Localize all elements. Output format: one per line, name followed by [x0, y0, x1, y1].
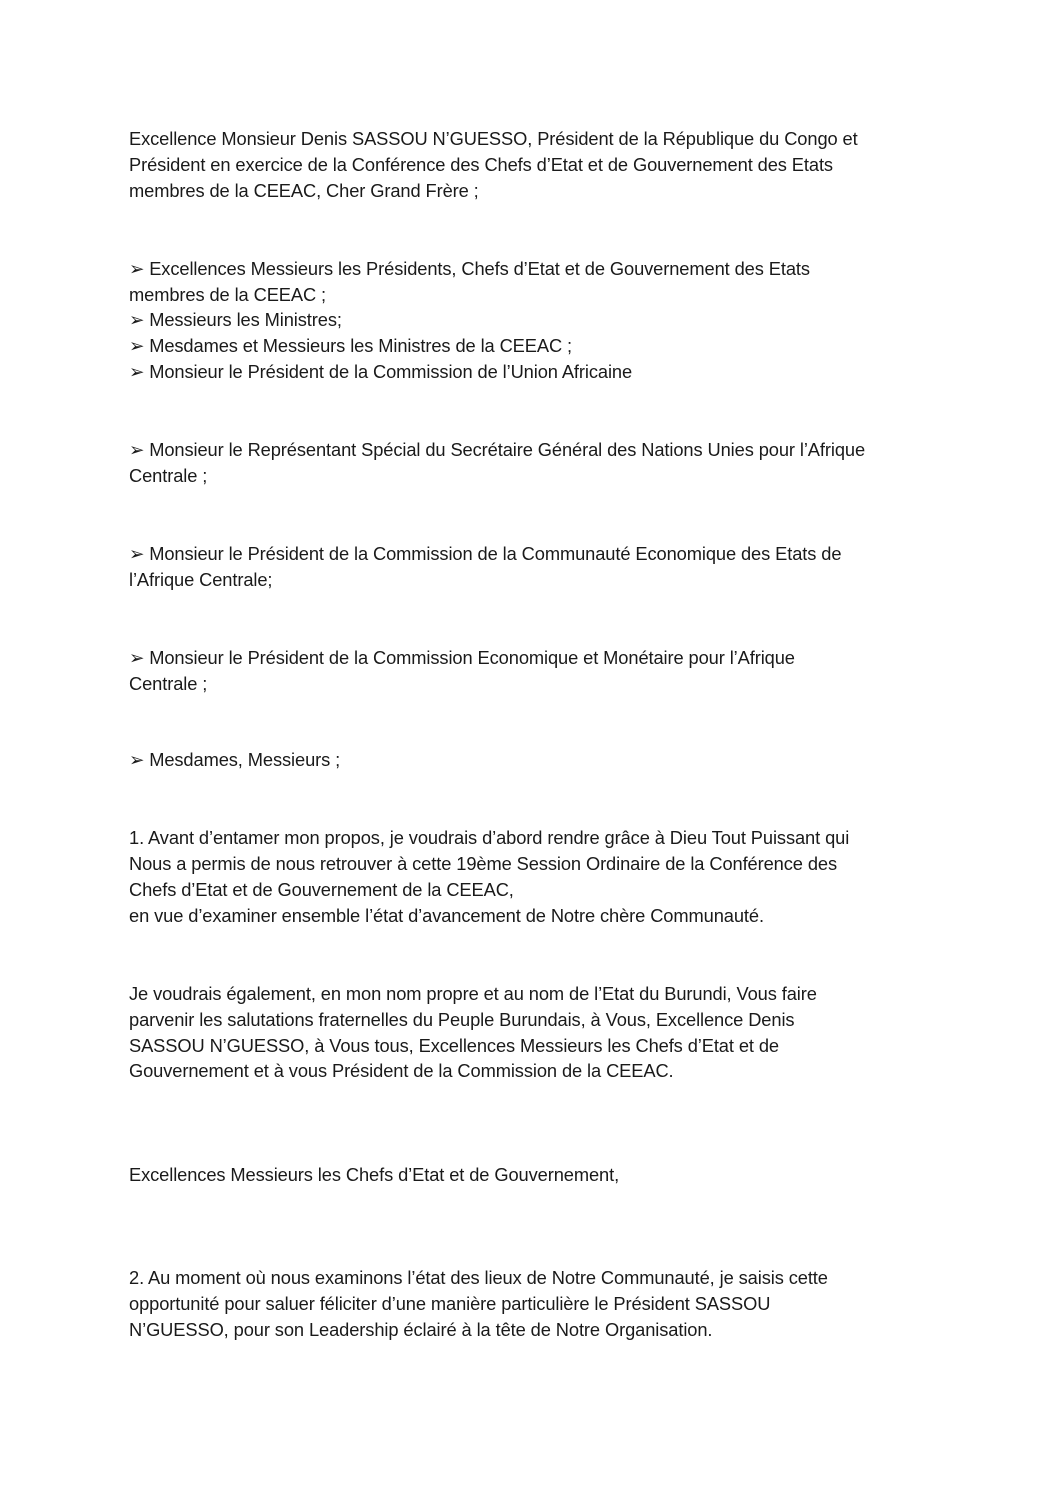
- greeting-line: ➢ Excellences Messieurs les Présidents, Chefs d’Etat et de Gouvernement des Etats: [129, 258, 810, 279]
- greeting-line: ➢ Monsieur le Président de la Commission de l’Union Africaine: [129, 361, 633, 382]
- paragraph-line: Gouvernement et à vous Président de la Commission de la CEEAC.: [129, 1060, 674, 1081]
- greeting-line: l’Afrique Centrale;: [129, 569, 273, 590]
- greeting-line: ➢ Monsieur le Président de la Commission de la Communauté Economique des Etats de: [129, 543, 842, 564]
- greeting-line: ➢ Monsieur le Président de la Commission Economique et Monétaire pour l’Afrique: [129, 647, 795, 668]
- address-line: Excellences Messieurs les Chefs d’Etat et de Gouvernement,: [129, 1164, 620, 1185]
- greeting-line: ➢ Monsieur le Représentant Spécial du Secrétaire Général des Nations Unies pour l’Afrique: [129, 439, 866, 460]
- salutation-line: membres de la CEEAC, Cher Grand Frère ;: [129, 180, 479, 201]
- paragraph-line: 1. Avant d’entamer mon propos, je voudrais d’abord rendre grâce à Dieu Tout Puissant qui: [129, 827, 850, 848]
- greeting-line: ➢ Messieurs les Ministres;: [129, 309, 342, 330]
- greeting-line: Centrale ;: [129, 673, 208, 694]
- paragraph-line: 2. Au moment où nous examinons l’état des lieux de Notre Communauté, je saisis cette: [129, 1267, 828, 1288]
- paragraph-line: Nous a permis de nous retrouver à cette 19ème Session Ordinaire de la Conférence des: [129, 853, 838, 874]
- salutation-line: Président en exercice de la Conférence des Chefs d’Etat et de Gouvernement des Etats: [129, 154, 833, 175]
- paragraph-line: parvenir les salutations fraternelles du Peuple Burundais, à Vous, Excellence Denis: [129, 1009, 795, 1030]
- greeting-line: ➢ Mesdames et Messieurs les Ministres de la CEEAC ;: [129, 335, 573, 356]
- greeting-line: membres de la CEEAC ;: [129, 284, 327, 305]
- greeting-line: Centrale ;: [129, 465, 208, 486]
- paragraph-line: opportunité pour saluer féliciter d’une manière particulière le Président SASSOU: [129, 1293, 771, 1314]
- paragraph-line: N’GUESSO, pour son Leadership éclairé à la tête de Notre Organisation.: [129, 1319, 713, 1340]
- greeting-line: ➢ Mesdames, Messieurs ;: [129, 749, 341, 770]
- salutation-line: Excellence Monsieur Denis SASSOU N’GUESSO, Président de la République du Congo et: [129, 128, 858, 149]
- paragraph-line: Je voudrais également, en mon nom propre et au nom de l’Etat du Burundi, Vous faire: [129, 983, 817, 1004]
- paragraph-line: SASSOU N’GUESSO, à Vous tous, Excellences Messieurs les Chefs d’Etat et de: [129, 1035, 779, 1056]
- paragraph-line: en vue d’examiner ensemble l’état d’avancement de Notre chère Communauté.: [129, 905, 764, 926]
- paragraph-line: Chefs d’Etat et de Gouvernement de la CEEAC,: [129, 879, 514, 900]
